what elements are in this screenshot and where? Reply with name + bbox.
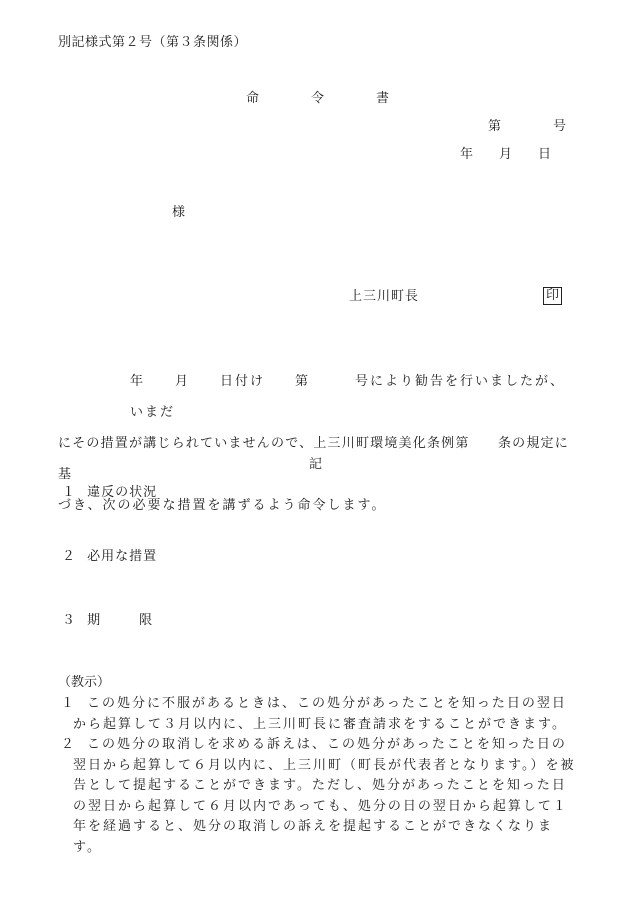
order-body-line-1: 年 月 日付け 第 号により勧告を行いましたが、いまだ	[130, 374, 566, 420]
note-item-2-number: ２	[61, 737, 77, 752]
addressee-suffix: 様	[172, 205, 186, 220]
item-1-number: １	[62, 485, 76, 500]
item-3-label: 期 限	[87, 613, 153, 628]
note-item-1-number: １	[61, 696, 77, 711]
notes-heading: （教示）	[58, 675, 111, 690]
issuer-name: 上三川町長	[349, 289, 420, 304]
item-2	[62, 548, 157, 566]
item-1	[62, 484, 157, 502]
ki-heading: 記	[309, 457, 323, 472]
order-body-line-2: にその措置が講じられていませんので、上三川町環境美化条例第 条の規定に基	[58, 436, 569, 482]
seal-box: 印	[543, 287, 562, 305]
note-item-1-text: この処分に不服があるときは、この処分があったことを知った日の翌日から起算して３月以内に、上三川町長に審査請求をすることができます。	[73, 696, 567, 732]
note-item-2	[58, 735, 578, 858]
document-title: 命 令 書	[246, 91, 390, 106]
note-item-2-text: この処分の取消しを求める訴えは、この処分があったことを知った日の翌日から起算して６月以内に、上三川町（町長が代表者となります。）を被告として提起することができます。ただし、処分があったことを知った日の翌日から起算して６月以内であっても、処分の日の翌日から起算して１年を経過すると、処分の取消しの訴えを提起することができなくなります。	[73, 737, 576, 855]
order-body-line-3: づき、次の必要な措置を講ずるよう命令します。	[58, 498, 387, 513]
date-line: 年 月 日	[460, 147, 552, 162]
item-1-label: 違反の状況	[87, 485, 158, 500]
item-2-number: ２	[62, 549, 76, 564]
seal-mark	[543, 287, 562, 305]
item-2-label: 必用な措置	[87, 549, 158, 564]
item-3-number: ３	[62, 613, 76, 628]
note-item-1	[58, 694, 578, 735]
document-number: 第 号	[488, 119, 567, 134]
item-3	[62, 612, 152, 630]
form-label: 別記様式第２号（第３条関係）	[58, 35, 248, 50]
